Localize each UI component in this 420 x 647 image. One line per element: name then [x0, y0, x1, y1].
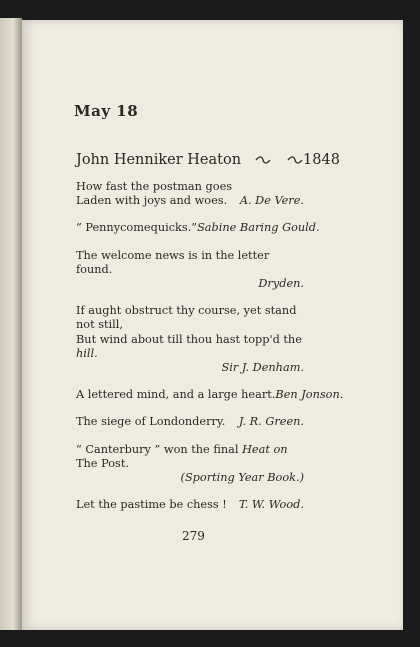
quote-source: J. R. Green.	[238, 415, 304, 429]
person-name: John Henniker Heaton	[76, 152, 242, 168]
quote-entry	[76, 249, 304, 292]
quote-source: Sabine Baring Gould.	[197, 221, 320, 235]
ornament-icon	[287, 155, 303, 165]
quote-entry	[76, 221, 320, 235]
quote-source: A. De Vere.	[239, 194, 304, 208]
quote-entry	[76, 498, 304, 512]
entry-title-row	[76, 152, 340, 168]
quote-line: The welcome news is in the letter found.	[76, 248, 270, 276]
quote-source: T. W. Wood.	[238, 498, 304, 512]
birth-year: 1848	[303, 152, 340, 168]
quote-line: Let the pastime be chess !	[76, 498, 227, 512]
page-number: 279	[182, 529, 205, 543]
quote-entry	[76, 388, 344, 402]
quote-entry	[76, 443, 304, 486]
ornament-icon	[255, 155, 271, 165]
quote-source: Sir J. Denham.	[221, 361, 304, 375]
quote-line: But wind about till thou hast topp'd the	[76, 332, 302, 346]
quote-line: The Post.	[76, 456, 129, 470]
page-header-date: May 18	[74, 102, 139, 120]
quote-line: A lettered mind, and a large heart.	[76, 388, 276, 402]
quote-line: “ Pennycomequicks.”	[76, 221, 198, 235]
left-page-edge	[0, 18, 22, 630]
quote-line: Laden with joys and woes.	[76, 194, 228, 208]
quote-source: Ben Jonson.	[275, 388, 344, 402]
quote-entry	[76, 415, 304, 429]
quote-entry	[76, 304, 304, 375]
quote-emphasis: Heat on	[242, 442, 288, 456]
quote-source: Dryden.	[258, 277, 304, 291]
book-page	[22, 20, 403, 630]
quote-line: If aught obstruct thy course, yet stand not still,	[76, 304, 297, 332]
quote-source: (Sporting Year Book.)	[180, 471, 304, 485]
quote-line: The siege of Londonderry.	[76, 415, 226, 429]
quote-entry	[76, 180, 304, 208]
ornament-group	[255, 155, 303, 165]
quotation-list	[76, 180, 344, 525]
quote-line: “ Canterbury ” won the final	[76, 442, 243, 456]
quote-line: How fast the postman goes	[76, 180, 233, 193]
quote-emphasis: hill.	[76, 346, 98, 360]
